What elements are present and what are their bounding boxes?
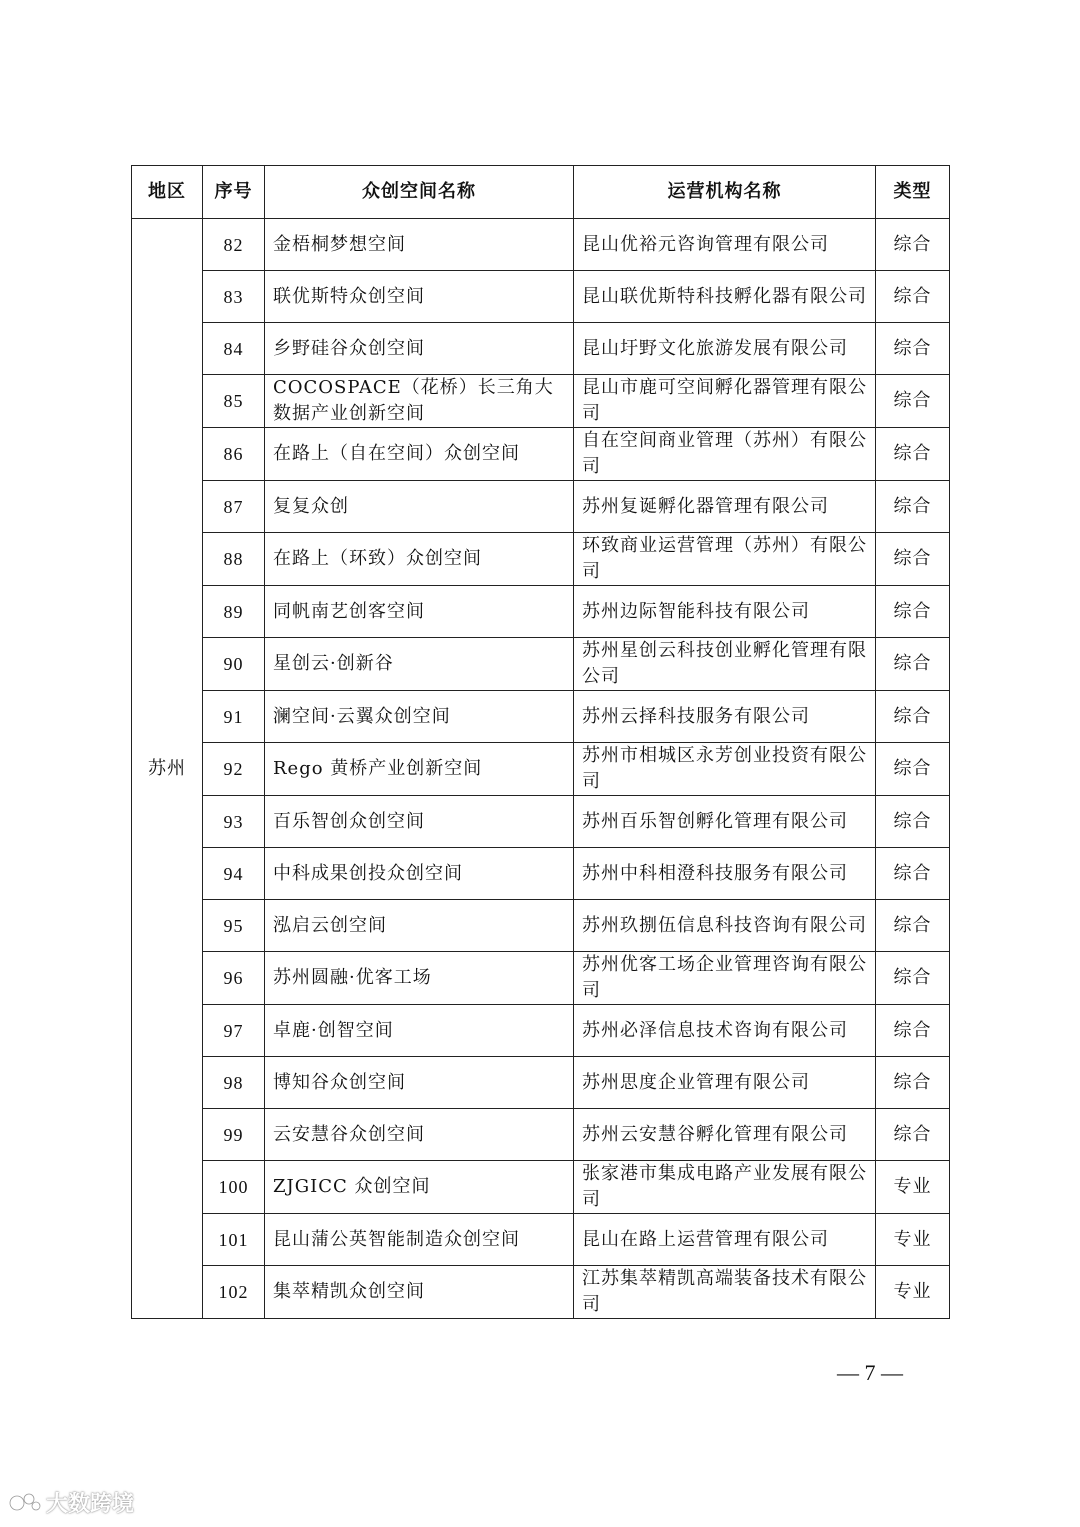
type-cell: 综合 — [876, 952, 950, 1005]
space-name-cell: 中科成果创投众创空间 — [265, 848, 574, 900]
watermark — [8, 1487, 134, 1518]
page-number: — 7 — — [837, 1360, 903, 1385]
type-cell: 综合 — [876, 638, 950, 691]
table-row — [132, 900, 950, 952]
space-name-cell: ZJGICC 众创空间 — [265, 1161, 574, 1214]
number-cell: 99 — [203, 1109, 265, 1161]
type-cell: 专业 — [876, 1214, 950, 1266]
table-row — [132, 219, 950, 271]
type-cell: 综合 — [876, 848, 950, 900]
space-name-cell: 博知谷众创空间 — [265, 1057, 574, 1109]
type-cell: 综合 — [876, 743, 950, 796]
operator-name-cell: 苏州复诞孵化器管理有限公司 — [574, 481, 876, 533]
header-space-name: 众创空间名称 — [265, 166, 574, 219]
header-type: 类型 — [876, 166, 950, 219]
number-cell: 100 — [203, 1161, 265, 1214]
number-cell: 83 — [203, 271, 265, 323]
operator-name-cell: 苏州云择科技服务有限公司 — [574, 691, 876, 743]
space-name-cell: 苏州圆融·优客工场 — [265, 952, 574, 1005]
type-cell: 综合 — [876, 428, 950, 481]
operator-name-cell: 苏州玖捌伍信息科技咨询有限公司 — [574, 900, 876, 952]
table-row — [132, 796, 950, 848]
type-cell: 专业 — [876, 1161, 950, 1214]
space-name-cell: 金梧桐梦想空间 — [265, 219, 574, 271]
number-cell: 97 — [203, 1005, 265, 1057]
operator-name-cell: 苏州市相城区永芳创业投资有限公司 — [574, 743, 876, 796]
space-name-cell: 在路上（环致）众创空间 — [265, 533, 574, 586]
space-name-cell: 澜空间·云翼众创空间 — [265, 691, 574, 743]
number-cell: 91 — [203, 691, 265, 743]
region-cell: 苏州 — [132, 219, 203, 1319]
operator-name-cell: 张家港市集成电路产业发展有限公司 — [574, 1161, 876, 1214]
table-row — [132, 1109, 950, 1161]
operator-name-cell: 苏州边际智能科技有限公司 — [574, 586, 876, 638]
type-cell: 综合 — [876, 586, 950, 638]
number-cell: 87 — [203, 481, 265, 533]
space-name-cell: 乡野硅谷众创空间 — [265, 323, 574, 375]
type-cell: 综合 — [876, 271, 950, 323]
table-row — [132, 586, 950, 638]
operator-name-cell: 苏州云安慧谷孵化管理有限公司 — [574, 1109, 876, 1161]
type-cell: 综合 — [876, 1109, 950, 1161]
space-name-cell: 昆山蒲公英智能制造众创空间 — [265, 1214, 574, 1266]
type-cell: 综合 — [876, 481, 950, 533]
number-cell: 92 — [203, 743, 265, 796]
number-cell: 89 — [203, 586, 265, 638]
space-name-cell: 同帆南艺创客空间 — [265, 586, 574, 638]
operator-name-cell: 昆山联优斯特科技孵化器有限公司 — [574, 271, 876, 323]
header-region: 地区 — [132, 166, 203, 219]
operator-name-cell: 昆山优裕元咨询管理有限公司 — [574, 219, 876, 271]
number-cell: 88 — [203, 533, 265, 586]
space-name-cell: Rego 黄桥产业创新空间 — [265, 743, 574, 796]
table-row — [132, 1266, 950, 1319]
space-name-cell: 复复众创 — [265, 481, 574, 533]
space-name-cell: 百乐智创众创空间 — [265, 796, 574, 848]
table-row — [132, 638, 950, 691]
table-row — [132, 691, 950, 743]
type-cell: 综合 — [876, 796, 950, 848]
space-name-cell: 泓启云创空间 — [265, 900, 574, 952]
operator-name-cell: 昆山在路上运营管理有限公司 — [574, 1214, 876, 1266]
table-row — [132, 533, 950, 586]
type-cell: 综合 — [876, 900, 950, 952]
type-cell: 综合 — [876, 323, 950, 375]
space-name-cell: 卓鹿·创智空间 — [265, 1005, 574, 1057]
operator-name-cell: 苏州优客工场企业管理咨询有限公司 — [574, 952, 876, 1005]
number-cell: 84 — [203, 323, 265, 375]
operator-name-cell: 昆山市鹿可空间孵化器管理有限公司 — [574, 375, 876, 428]
number-cell: 86 — [203, 428, 265, 481]
number-cell: 94 — [203, 848, 265, 900]
operator-name-cell: 苏州必泽信息技术咨询有限公司 — [574, 1005, 876, 1057]
table-row — [132, 848, 950, 900]
table-row — [132, 743, 950, 796]
number-cell: 93 — [203, 796, 265, 848]
table-row — [132, 1214, 950, 1266]
type-cell: 综合 — [876, 691, 950, 743]
table-row — [132, 952, 950, 1005]
type-cell: 综合 — [876, 1005, 950, 1057]
space-name-cell: 云安慧谷众创空间 — [265, 1109, 574, 1161]
number-cell: 102 — [203, 1266, 265, 1319]
number-cell: 90 — [203, 638, 265, 691]
operator-name-cell: 环致商业运营管理（苏州）有限公司 — [574, 533, 876, 586]
operator-name-cell: 昆山圩野文化旅游发展有限公司 — [574, 323, 876, 375]
table-row — [132, 323, 950, 375]
operator-name-cell: 苏州思度企业管理有限公司 — [574, 1057, 876, 1109]
type-cell: 综合 — [876, 533, 950, 586]
table-row — [132, 271, 950, 323]
operator-name-cell: 自在空间商业管理（苏州）有限公司 — [574, 428, 876, 481]
operator-name-cell: 苏州百乐智创孵化管理有限公司 — [574, 796, 876, 848]
space-name-cell: COCOSPACE（花桥）长三角大数据产业创新空间 — [265, 375, 574, 428]
table-header-row — [132, 166, 950, 219]
space-roster-table — [131, 165, 950, 1319]
type-cell: 综合 — [876, 375, 950, 428]
type-cell: 综合 — [876, 219, 950, 271]
type-cell: 专业 — [876, 1266, 950, 1319]
table-row — [132, 1161, 950, 1214]
space-name-cell: 集萃精凯众创空间 — [265, 1266, 574, 1319]
space-name-cell: 联优斯特众创空间 — [265, 271, 574, 323]
header-number: 序号 — [203, 166, 265, 219]
space-name-cell: 星创云·创新谷 — [265, 638, 574, 691]
watermark-text: 大数跨境 — [46, 1492, 135, 1517]
number-cell: 82 — [203, 219, 265, 271]
number-cell: 95 — [203, 900, 265, 952]
table-row — [132, 428, 950, 481]
operator-name-cell: 苏州中科相澄科技服务有限公司 — [574, 848, 876, 900]
number-cell: 101 — [203, 1214, 265, 1266]
number-cell: 85 — [203, 375, 265, 428]
number-cell: 96 — [203, 952, 265, 1005]
brand-logo-icon — [8, 1490, 42, 1516]
number-cell: 98 — [203, 1057, 265, 1109]
table-row — [132, 375, 950, 428]
operator-name-cell: 苏州星创云科技创业孵化管理有限公司 — [574, 638, 876, 691]
table-row — [132, 1005, 950, 1057]
table-row — [132, 481, 950, 533]
space-name-cell: 在路上（自在空间）众创空间 — [265, 428, 574, 481]
table-row — [132, 1057, 950, 1109]
operator-name-cell: 江苏集萃精凯高端装备技术有限公司 — [574, 1266, 876, 1319]
table-body — [132, 219, 950, 1319]
header-operator-name: 运营机构名称 — [574, 166, 876, 219]
type-cell: 综合 — [876, 1057, 950, 1109]
